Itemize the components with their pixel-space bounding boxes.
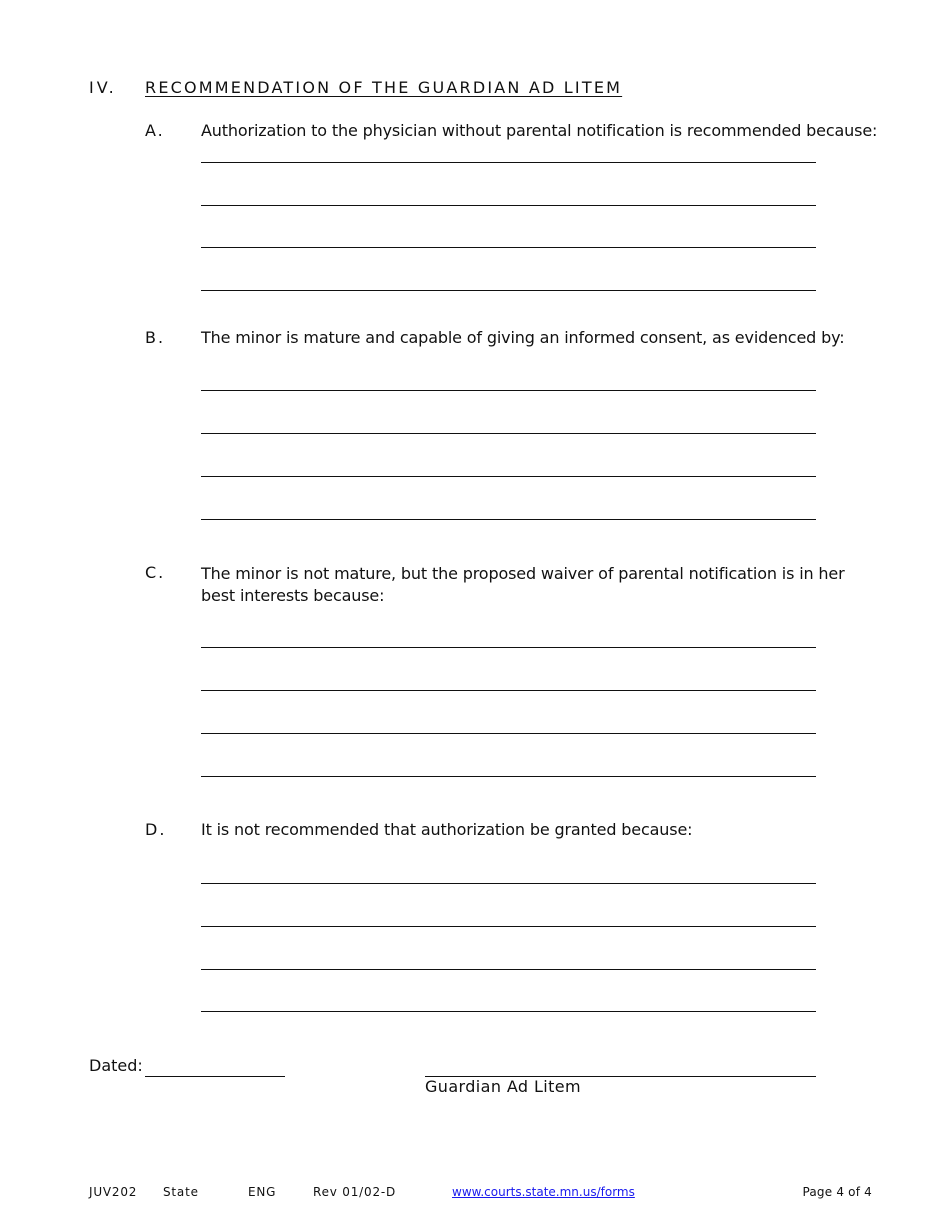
item-c-answer-line-4[interactable] xyxy=(201,776,816,777)
item-c-answer-line-2[interactable] xyxy=(201,690,816,691)
section-number: IV. xyxy=(89,78,117,97)
item-b-answer-line-4[interactable] xyxy=(201,519,816,520)
item-c-text: The minor is not mature, but the proposed waiver of parental notification is in her best interests because: xyxy=(201,564,845,605)
item-d-text: It is not recommended that authorization be granted because: xyxy=(201,820,693,839)
item-b-answer-line-3[interactable] xyxy=(201,476,816,477)
dated-field[interactable] xyxy=(145,1076,285,1077)
item-b-answer-line-1[interactable] xyxy=(201,390,816,391)
item-b-answer-line-2[interactable] xyxy=(201,433,816,434)
item-a-answer-line-3[interactable] xyxy=(201,247,816,248)
item-d-answer-line-2[interactable] xyxy=(201,926,816,927)
item-b-letter: B. xyxy=(145,328,166,347)
footer-form-code: JUV202 xyxy=(89,1185,138,1199)
item-d-letter: D. xyxy=(145,820,167,839)
item-a-text: Authorization to the physician without parental notification is recommended because: xyxy=(201,121,878,140)
item-d-answer-line-3[interactable] xyxy=(201,969,816,970)
item-d-answer-line-1[interactable] xyxy=(201,883,816,884)
footer-language: ENG xyxy=(248,1185,277,1199)
item-c-answer-line-3[interactable] xyxy=(201,733,816,734)
footer-forms-link[interactable]: www.courts.state.mn.us/forms xyxy=(452,1185,635,1199)
item-a-letter: A. xyxy=(145,121,165,140)
dated-label: Dated: xyxy=(89,1056,143,1075)
item-d-answer-line-4[interactable] xyxy=(201,1011,816,1012)
footer-revision: Rev 01/02-D xyxy=(313,1185,397,1199)
footer-jurisdiction: State xyxy=(163,1185,199,1199)
item-b-text: The minor is mature and capable of giving an informed consent, as evidenced by: xyxy=(201,328,845,347)
item-a-answer-line-1[interactable] xyxy=(201,162,816,163)
item-a-answer-line-4[interactable] xyxy=(201,290,816,291)
item-c-letter: C. xyxy=(145,563,166,582)
guardian-signature-label: Guardian Ad Litem xyxy=(425,1077,582,1096)
item-c-answer-line-1[interactable] xyxy=(201,647,816,648)
footer-page-number: Page 4 of 4 xyxy=(802,1185,872,1199)
section-title: RECOMMENDATION OF THE GUARDIAN AD LITEM xyxy=(145,78,623,97)
item-a-answer-line-2[interactable] xyxy=(201,205,816,206)
